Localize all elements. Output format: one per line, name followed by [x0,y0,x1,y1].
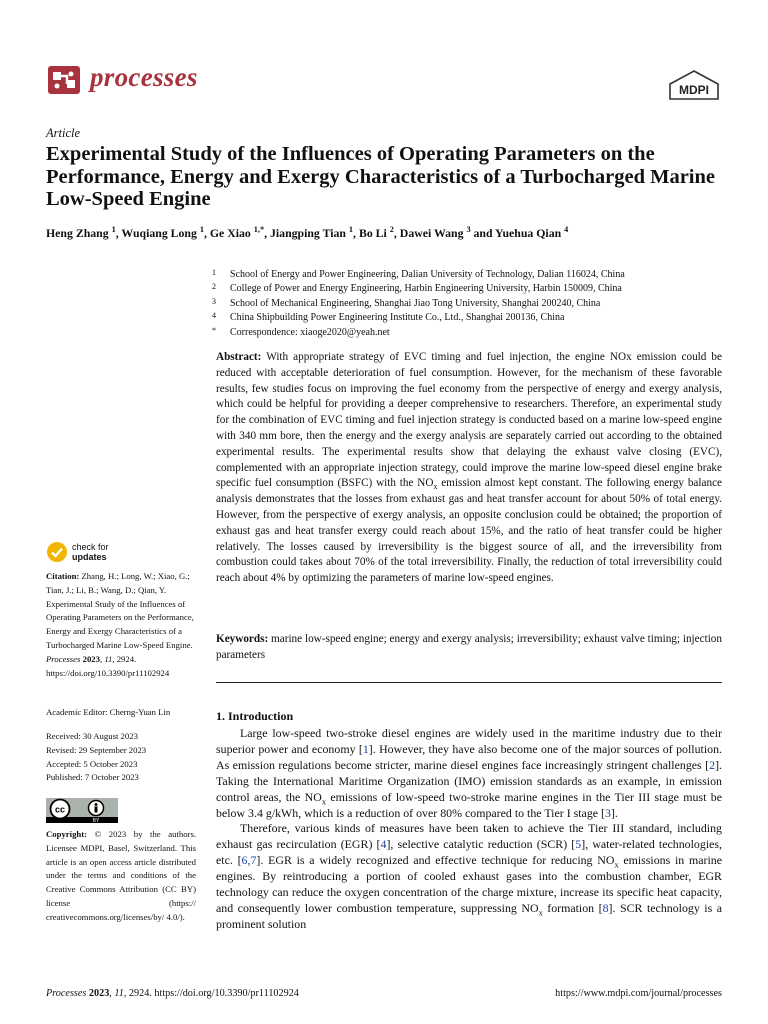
author-separator: , [353,226,359,240]
author-separator: , [203,226,210,240]
author-name[interactable]: Wuqiang Long [121,226,200,240]
cc-by-license-icon[interactable] [46,798,118,823]
affiliation-item [212,311,732,325]
check-for-updates-button[interactable] [46,541,109,563]
affiliation-text: School of Mechanical Engineering, Shanghai Jiao Tong University, Shanghai 200240, China [230,297,601,309]
date-accepted: Accepted: 5 October 2023 [46,758,138,769]
section-heading: 1. Introduction [216,709,294,723]
affiliation-mark: 4 [212,311,216,321]
footer-citation: Processes 2023, 11, 2924. https://doi.org/10.3390/pr11102924 [46,988,299,999]
footer-journal-url[interactable]: https://www.mdpi.com/journal/processes [555,988,722,999]
affiliation-text: School of Energy and Power Engineering, Dalian University of Technology, Dalian 116024, China [230,269,625,280]
author-name[interactable]: Heng Zhang [46,226,112,240]
affiliation-item [212,326,732,340]
ref-link-5[interactable]: 5 [575,837,582,852]
date-received: Received: 30 August 2023 [46,731,138,741]
intro-paragraph-2: Therefore, various kinds of measures have been taken to achieve the Tier III standard, including exhaust gas recirculation (EGR) [4], selective catalytic reduction (SCR) [5], water-related technologies, etc. [6,7]. EGR is a widely recognized and effective technique for reducing $NO_x$ emissions in marine engines. By reintroducing a portion of cooled exhaust gases into the combustion chamber, EGR technology can reduce the oxygen concentration of the charge mixture, increase its specific heat capacity, and consequently lower combustion temperature, suppressing $NO_x$ formation [8]. SCR technology is a prominent solution [216,821,723,931]
affiliation-item [212,268,732,282]
svg-text:cc: cc [54,804,66,815]
affiliation-mark: * [212,325,216,335]
article-title: Experimental Study of the Influences of Operating Parameters on the Performance, Energy and Exergy Characteristics of a Turbocharged Marine Low-Speed Engine [46,143,715,210]
affiliation-mark: 2 [212,282,216,292]
abstract-sub-x: x [433,482,438,492]
abstract-label: Abstract: [216,351,262,363]
mdpi-logo-text: MDPI [679,83,709,97]
intro-paragraph-1: Large low-speed two-stroke diesel engines are widely used in the maritime industry due to their superior power and economy [1]. However, they have also become one of the major sources of pollution. As emission regulations become stricter, marine diesel engines face increasingly stringent challenges [2]. Taking the International Maritime Organization (IMO) emission standards as an example, in emission control areas, the $NO_x$ emissions of low-speed two-stroke marine engines in the Tier III stage must be below 3.4 g/kWh, which is a reduction of over 80% compared to the Tier I stage [3]. [216,726,722,820]
affiliation-list [212,268,732,340]
author-name[interactable]: Bo Li [358,226,390,240]
dates-block [46,730,196,785]
date-published: Published: 7 October 2023 [46,772,139,783]
ref-link-4[interactable]: 4 [380,837,387,852]
ref-link-1[interactable]: 1 [362,741,369,756]
author-affiliation-mark: 4 [564,225,569,235]
svg-text:BY: BY [92,818,100,823]
check-updates-line1: check for [72,542,109,552]
author-name[interactable]: Ge Xiao [209,226,254,240]
author-affiliation-mark: 2 [389,225,394,235]
author-name[interactable]: Jiangping Tian [270,226,349,240]
author-separator: and [470,226,496,240]
author-name[interactable]: Dawei Wang [399,226,467,240]
ref-link-6-7[interactable]: 6,7 [241,853,257,868]
introduction-body [216,726,722,933]
copyright-block: Copyright: © 2023 by the authors. Licensee MDPI, Basel, Switzerland. This article is an open access article distributed under the terms and conditions of the Creative Commons Attribution (CC BY) license (https:// creativecommons.org/licenses/by/ 4.0/). [46,829,196,922]
affiliation-mark: 3 [212,296,216,306]
affiliation-text: China Shipbuilding Power Engineering Institute Co., Ltd., Shanghai 200136, China [230,312,565,324]
check-updates-icon [46,541,68,563]
affiliation-text: College of Power and Energy Engineering, Harbin Engineering University, Harbin 150009, China [230,283,622,295]
author-affiliation-mark: 1,* [253,225,265,235]
author-affiliation-mark: 1 [199,225,204,235]
affiliation-mark: 1 [212,268,216,277]
author-separator: , [115,226,122,240]
academic-editor: Academic Editor: Cherng-Yuan Lin [46,707,171,717]
author-separator: , [264,226,270,240]
ref-link-8[interactable]: 8 [602,900,609,915]
author-affiliation-mark: 1 [348,225,354,235]
section-divider [216,682,722,683]
affiliation-item [212,282,732,296]
processes-logo-icon [46,62,82,98]
author-separator: , [393,226,400,240]
author-name[interactable]: Yuehua Qian [495,226,565,240]
article-type: Article [46,126,81,140]
abstract-text-2: emission almost kept constant. The following energy balance analysis demonstrates that the losses from exhaust gas and heat transfer account for about 50% of total energy. However, from the perspective of exergy analysis, an opposite conclusion could be obtained; the proportion of exhaust gas and heat transfer exergy could reach about 15%, and the ratio of heat transfer could be higher relatively. The losses caused by irreversibility is the biggest source of all, and the irreversibility from combustion could takes about 70% of the total irreversibility. Finally, the reduction of total irreversibility could reach about 4% by optimizing the parameters of marine low-speed engines. [216,477,722,585]
author-affiliation-mark: 1 [111,225,116,235]
author-list [46,226,568,241]
page-footer [46,988,722,999]
keywords-text: marine low-speed engine; energy and exergy analysis; irreversibility; exhaust valve timing; injection parameters [216,633,722,661]
citation-block: Citation: Zhang, H.; Long, W.; Xiao, G.; Tian, J.; Li, B.; Wang, D.; Qian, Y. Experimental Study of the Influences of Operating Parameters on the Performance, Energy and Exergy Characteristics of a Turbocharged Marine Low-Speed Engine. Processes 2023, 11, 2924. https://doi.org/10.3390/pr11102924 [46,571,194,678]
abstract-text-1: With appropriate strategy of EVC timing and fuel injection, the engine NOx emission could be reduced with acceptable deterioration of fuel consumption. However, for the mechanism of these favorable results, few studies focus on improving the fuel economy from the perspective of energy and exergy analysis, which could be helpful for providing a deeper comprehensive to researchers. Therefore, an experimental study for the combination of EVC timing and fuel injection strategy is conducted based on a marine low-speed engine with 340 mm bore, then the energy and the exergy analysis are separately carried out according to the obtained experimental results. The experimental results show that delaying the exhaust valve closing (EVC), complemented with an appropriate injection strategy, could improve the marine low-speed diesel engine brake specific fuel consumption (BSFC) with the NO [216,351,722,490]
abstract [216,350,722,587]
author-affiliation-mark: 3 [466,225,471,235]
date-revised: Revised: 29 September 2023 [46,744,147,755]
mdpi-logo-icon [668,70,720,100]
affiliation-item [212,297,732,311]
ref-link-2[interactable]: 2 [709,757,716,772]
affiliation-text: Correspondence: xiaoge2020@yeah.net [230,326,390,338]
ref-link-3[interactable]: 3 [605,805,611,820]
journal-name: processes [90,62,198,92]
keywords [216,632,722,664]
check-updates-line2: updates [72,552,107,562]
keywords-label: Keywords: [216,633,269,645]
